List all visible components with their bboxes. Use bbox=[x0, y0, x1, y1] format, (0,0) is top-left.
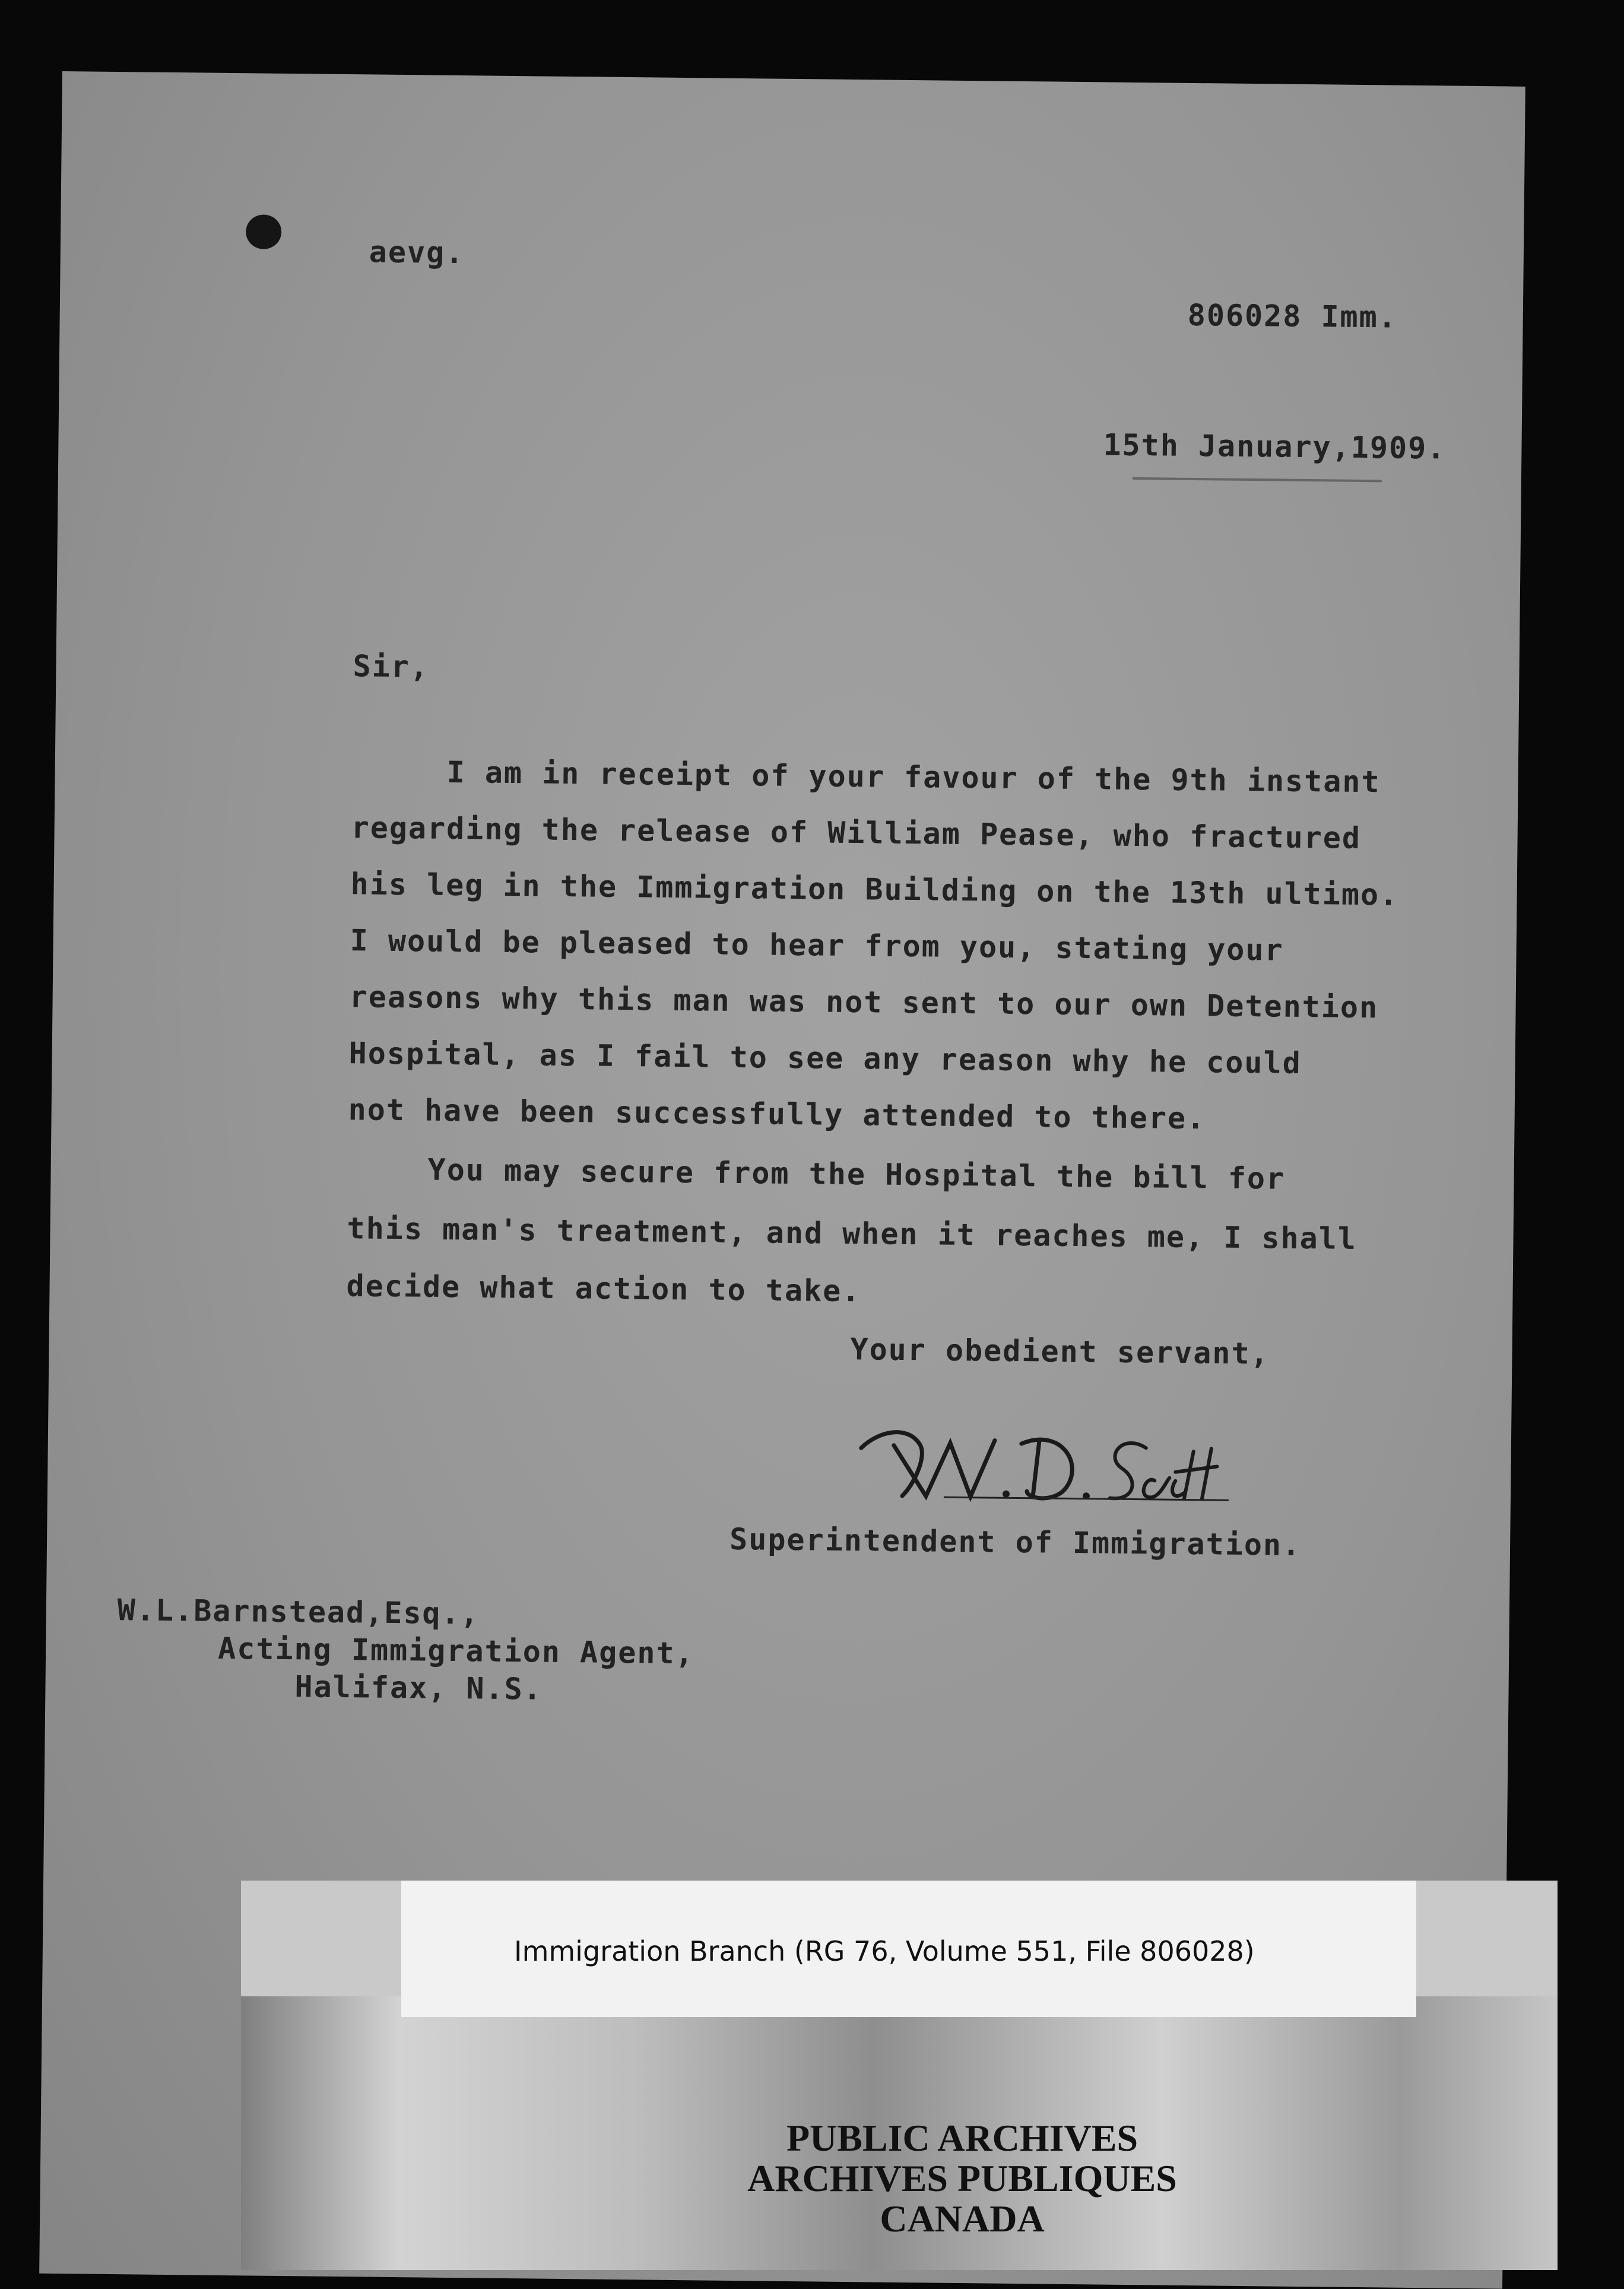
body-line: I would be pleased to hear from you, stating your bbox=[350, 923, 1284, 968]
salutation: Sir, bbox=[353, 649, 430, 684]
signature bbox=[837, 1412, 1254, 1517]
body-line: decide what action to take. bbox=[346, 1269, 861, 1309]
body-line: Hospital, as I fail to see any reason why he could bbox=[348, 1036, 1302, 1080]
body-line: regarding the release of William Pease, who fractured bbox=[351, 810, 1362, 855]
signatory-title: Superintendent of Immigration. bbox=[729, 1521, 1302, 1562]
stamp-line: ARCHIVES PUBLIQUES bbox=[747, 2157, 1177, 2199]
body-line: You may secure from the Hospital the bill for bbox=[427, 1152, 1286, 1196]
date-rule bbox=[1133, 477, 1382, 482]
addressee-line: Acting Immigration Agent, bbox=[217, 1631, 695, 1671]
ink-blot bbox=[246, 214, 282, 249]
archive-stamp bbox=[680, 2118, 1244, 2239]
archive-strip bbox=[241, 1881, 1558, 2270]
body-line: not have been successfully attended to there. bbox=[348, 1092, 1206, 1136]
stamp-line: CANADA bbox=[880, 2198, 1045, 2240]
archive-reference: Immigration Branch (RG 76, Volume 551, File 806028) bbox=[514, 1935, 1255, 1967]
stamp-line: PUBLIC ARCHIVES bbox=[786, 2117, 1138, 2159]
body-line: this man's treatment, and when it reaches me, I shall bbox=[347, 1211, 1357, 1256]
addressee-line: Halifax, N.S. bbox=[294, 1669, 543, 1707]
svg-text:W.D. Scott: W.D. Scott bbox=[838, 1412, 842, 1413]
letter-date: 15th January,1909. bbox=[1103, 427, 1447, 466]
addressee-line: W.L.Barnstead,Esq., bbox=[117, 1593, 480, 1631]
file-reference: 806028 Imm. bbox=[1187, 297, 1398, 335]
body-line: I am in receipt of your favour of the 9th instant bbox=[446, 754, 1381, 800]
body-line: reasons why this man was not sent to our own Detention bbox=[349, 979, 1379, 1025]
body-line: his leg in the Immigration Building on the 13th ultimo. bbox=[350, 867, 1399, 912]
typist-initials: aevg. bbox=[369, 234, 465, 271]
closing: Your obedient servant, bbox=[850, 1332, 1270, 1371]
